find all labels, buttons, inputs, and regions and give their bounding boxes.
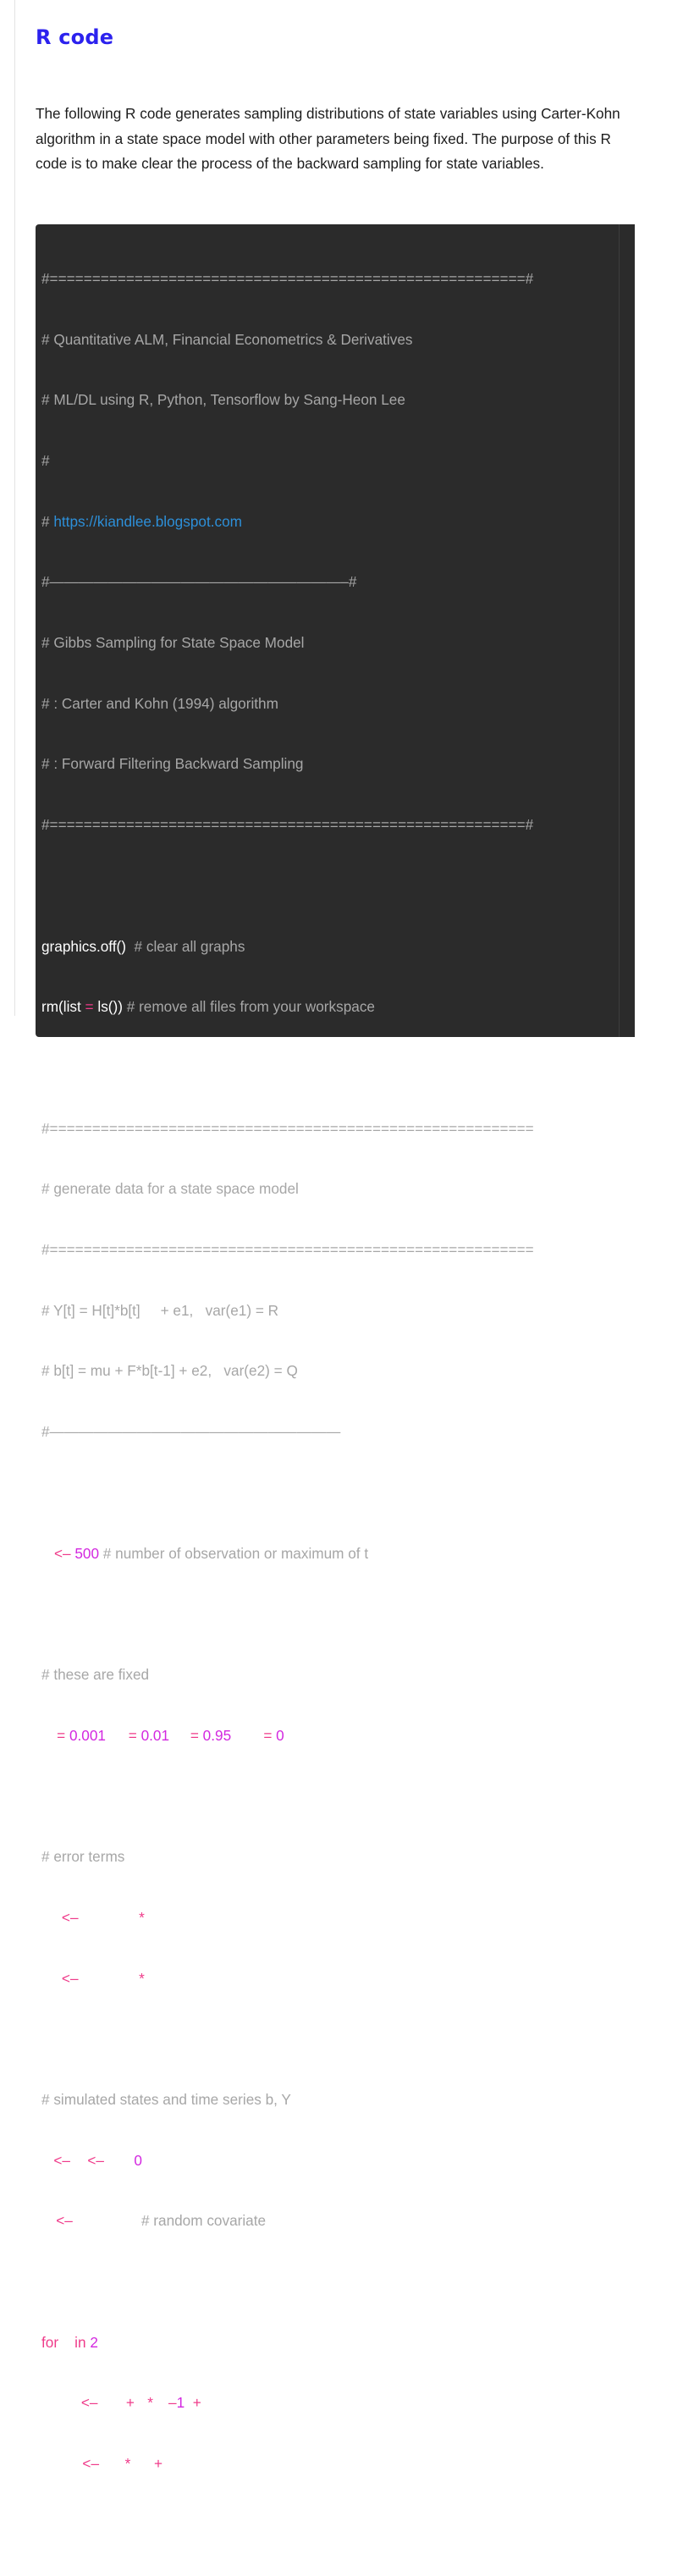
code-text: T [41, 1544, 54, 1562]
operator: + [125, 2394, 135, 2412]
code-text: ; R [106, 1726, 129, 1744]
code-line: # Y[t] = H[t]*b[t] + e1, var(e1) = R [41, 1301, 279, 1319]
code-line [41, 2151, 534, 2171]
code-line [41, 2393, 534, 2413]
code-line: } [41, 2515, 47, 2533]
operator: <– [61, 1969, 79, 1987]
number: 1 [176, 2394, 185, 2412]
code-text: ; mu [231, 1726, 264, 1744]
code-line: # b[t] = mu + F*b[t-1] + e2, var(e2) = Q [41, 1362, 298, 1380]
code-text: Y[j] [41, 2455, 83, 2473]
code-line [41, 1726, 534, 1746]
number: 0 [272, 1726, 284, 1744]
number: 0 [134, 2151, 142, 2169]
code-line: #————————————————————–# [41, 573, 357, 591]
operator: * [124, 2455, 131, 2473]
code-line-blank [41, 1058, 534, 1078]
code-line [41, 2333, 534, 2353]
code-text: e1 [41, 1908, 62, 1926]
operator: <– [82, 2455, 100, 2473]
comment-text: # number of observation or maximum of t [99, 1544, 369, 1562]
code-line [41, 1969, 534, 1989]
code-text: H [41, 2212, 57, 2230]
code-text: ,T); [141, 2151, 164, 2169]
code-line: #========================================================# [41, 816, 534, 834]
code-text: Y [69, 2151, 88, 2169]
operator: = [57, 1726, 66, 1744]
code-text: rnorm(T); [72, 2212, 141, 2230]
code-text: :T) { [97, 2333, 125, 2351]
code-line: # : Carter and Kohn (1994) algorithm [41, 694, 278, 712]
operator: = [85, 998, 94, 1016]
operator: <– [53, 2151, 70, 2169]
code-line [41, 1908, 534, 1928]
code-text: F [134, 2394, 148, 2412]
code-scrollbar[interactable] [619, 224, 635, 1037]
operator: * [139, 1908, 145, 1926]
code-line-blank [41, 2029, 534, 2049]
code-text: Q [41, 1726, 58, 1744]
code-line: #———————————————————— [41, 1423, 341, 1441]
comment-text: # [41, 512, 54, 530]
code-line-blank [41, 1604, 534, 1624]
code-line: # simulated states and time series b, Y [41, 2090, 291, 2108]
code-line: # error terms [41, 1848, 125, 1866]
code-line-blank [41, 2272, 534, 2292]
code-line [41, 2211, 534, 2231]
number: 0.001 [65, 1726, 106, 1744]
code-line [41, 997, 534, 1018]
code-text: b [41, 2151, 54, 2169]
keyword: in [74, 2333, 86, 2351]
keyword: for [41, 2333, 59, 2351]
code-block[interactable] [36, 224, 635, 2533]
section-heading: R code [36, 25, 114, 49]
code-line: # [41, 451, 50, 469]
code-text: graphics.off() [41, 937, 135, 955]
code-text: e2[j] [201, 2394, 234, 2412]
intro-paragraph: The following R code generates sampling distributions of state variables using Carter-Kohn algorithm in a state space model with other parameters being fixed. The purpose of this R code is to make clear the process of the backward sampling for state variables. [36, 105, 620, 172]
code-text: ls()) [93, 998, 127, 1016]
operator: = [263, 1726, 273, 1744]
comment-text: # random covariate [140, 2212, 267, 2230]
comment-text: # clear all graphs [134, 937, 245, 955]
operator: – [168, 2394, 177, 2412]
code-line-blank [41, 1483, 534, 1503]
code-line [41, 937, 534, 957]
operator: + [153, 2455, 163, 2473]
code-line [41, 1544, 534, 1564]
number: 2 [85, 2333, 98, 2351]
number: 0.95 [198, 1726, 232, 1744]
code-line: # ML/DL using R, Python, Tensorflow by Sang-Heon Lee [41, 391, 405, 409]
number: 500 [70, 1544, 100, 1562]
code-line: # these are fixed [41, 1665, 150, 1683]
code-text: sqrt(Q); [144, 1969, 195, 1987]
code-text: ] [185, 2394, 193, 2412]
operator: <– [61, 1908, 79, 1926]
code-line [41, 512, 534, 532]
code-line-blank [41, 1786, 534, 1807]
code-text: (j [58, 2333, 75, 2351]
blog-link[interactable]: https://kiandlee.blogspot.com [53, 512, 242, 530]
code-text: b[j [152, 2394, 169, 2412]
operator: = [128, 1726, 137, 1744]
operator: * [139, 1969, 145, 1987]
code-text: e2 [41, 1969, 62, 1987]
code-line: # Quantitative ALM, Financial Econometrics & Derivatives [41, 330, 413, 348]
code-line: #========================================================# [41, 269, 534, 287]
operator: <– [53, 1544, 71, 1562]
code-text: mu [97, 2394, 126, 2412]
code-text: e1[j] [162, 2455, 195, 2473]
operator: = [190, 1726, 199, 1744]
code-text: b[j] [41, 2394, 81, 2412]
code-line-blank [41, 876, 534, 896]
operator: <– [80, 2394, 98, 2412]
code-line: # : Forward Filtering Backward Sampling [41, 755, 304, 773]
code-text: ; F [169, 1726, 190, 1744]
code-line [41, 2454, 534, 2474]
operator: * [147, 2394, 153, 2412]
code-line: # Gibbs Sampling for State Space Model [41, 634, 305, 652]
code-text: sqrt(R); [144, 1908, 194, 1926]
operator: <– [87, 2151, 104, 2169]
code-text: b[j] [130, 2455, 154, 2473]
code-line: #========================================================= [41, 1241, 534, 1259]
code-text: rep( [103, 2151, 135, 2169]
code-text: rm(list [41, 998, 85, 1016]
code-content [41, 229, 534, 2576]
code-text: ; [284, 1726, 289, 1744]
code-line: #========================================================= [41, 1119, 534, 1137]
operator: + [192, 2394, 201, 2412]
number: 0.01 [136, 1726, 170, 1744]
code-text: rnorm(T) [78, 1969, 140, 1987]
code-text: H[j] [99, 2455, 125, 2473]
operator: <– [56, 2212, 73, 2230]
code-text: rnorm(T) [78, 1908, 140, 1926]
comment-text: # remove all files from your workspace [126, 998, 375, 1016]
code-line: # generate data for a state space model [41, 1180, 299, 1198]
